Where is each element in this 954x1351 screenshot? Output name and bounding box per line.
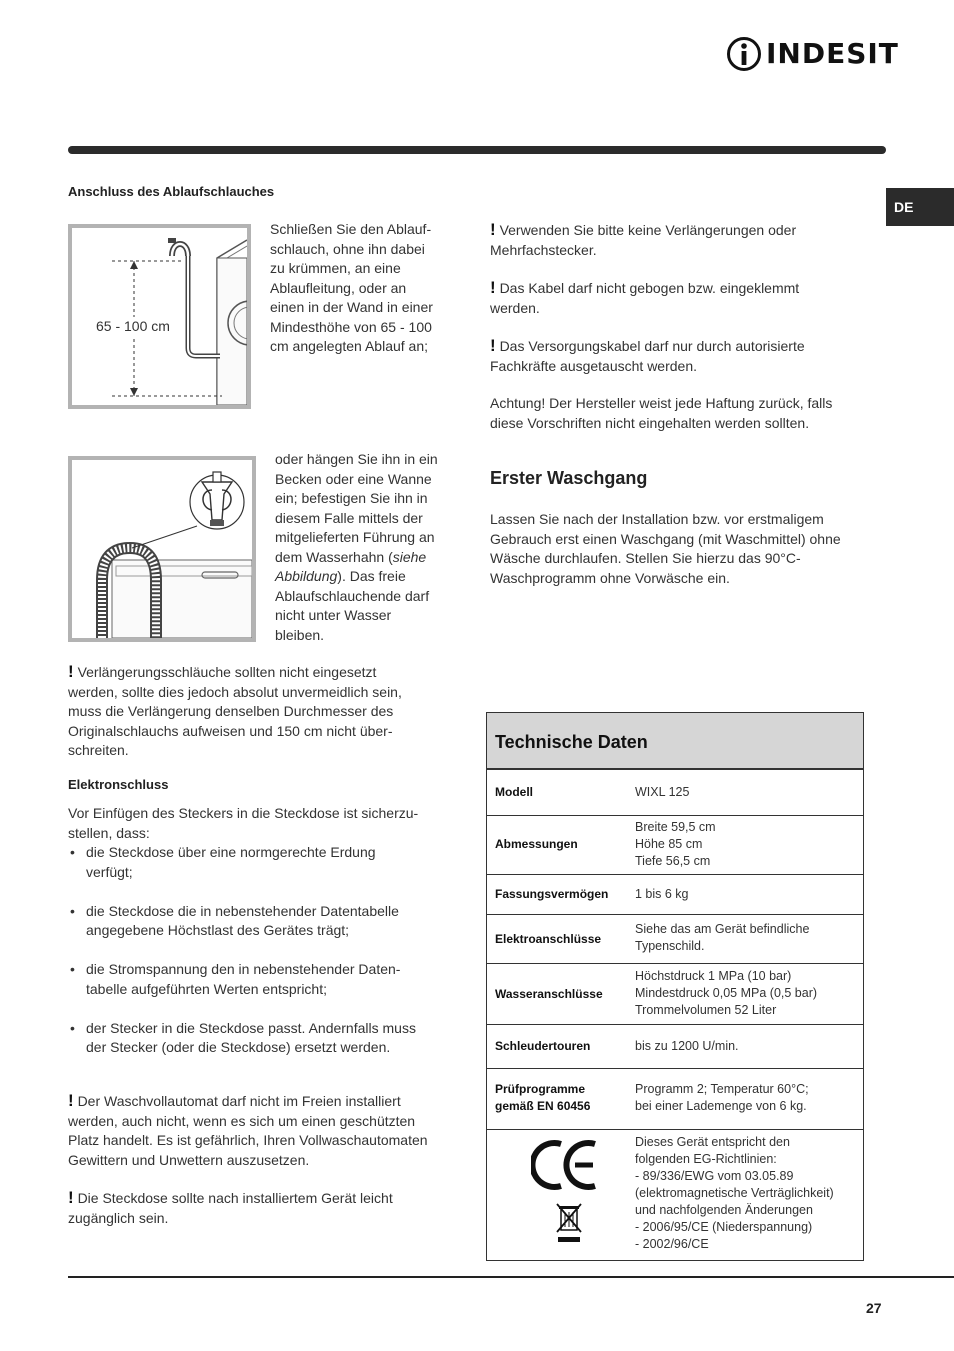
socket-warning: ! Die Steckdose sollte nach installiertem Gerät leicht zugänglich sein. [68,1188,393,1226]
drain-heading: Anschluss des Ablaufschlauches [68,184,275,199]
warning-icon: ! [68,662,74,681]
elec-heading: Elektronschluss [68,777,169,792]
language-tab: DE [886,188,954,226]
compliance-row [487,1130,863,1260]
ce-mark-icon [531,1138,601,1192]
table-row: Wasseranschlüsse Höchstdruck 1 MPa (10 bar) Mindestdruck 0,05 MPa (0,5 bar) Trommelvolumen 52 Liter [487,964,863,1025]
elec-section: Vor Einfügen des Steckers in die Steckdose ist sicherzu- stellen, dass: • die Steckdose über eine normgerechte Erdung verfügt; • die Steckdose die in nebenstehender Datentabelle angegebene Höchstlast des Gerätes trägt; • die Stromspannung den in nebenstehender Daten- tabelle aufgeführten Werten entspricht; • der Stecker in die Steckdose passt. Andernfalls muss der Stecker (oder die Steckdose) ersetzt werden. [68,804,448,1077]
compliance-text: Dieses Gerät entspricht den folgenden EG-Richtlinien: - 89/336/EWG vom 03.05.89 (elektromagnetische Verträglichkeit) und nachfolgenden Änderungen - 2006/95/CE (Niederspannung) - 2002/96/CE [635,1135,834,1251]
drain-text-2: oder hängen Sie ihn in ein Becken oder eine Wanne ein; befestigen Sie ihn in diesem Falle mittels der mitgelieferten Führung an dem Wasserhahn (siehe Abbildung). Das freie Ablaufschlauchende darf nicht unter Wasser bleiben. [275,451,438,643]
brand-name: INDESIT [766,37,899,70]
tech-data-table [486,712,864,1261]
drain-text-1: Schließen Sie den Ablauf- schlauch, ohne ihn dabei zu krümmen, an eine Ablaufleitung, oder an einen in der Wand in einer Mindesthöhe von 65 - 100 cm angelegten Ablauf an; [270,221,433,354]
table-row: Schleudertouren bis zu 1200 U/min. [487,1025,863,1069]
table-row: Modell WIXL 125 [487,770,863,816]
drain-height-label: 65 - 100 cm [94,317,172,337]
warning-icon: ! [490,336,496,355]
table-row: Elektroanschlüsse Siehe das am Gerät befindliche Typenschild. [487,915,863,964]
cable-warning-2: ! Das Kabel darf nicht gebogen bzw. eingeklemmt werden. [490,278,800,316]
hose-warning: ! Verlängerungsschläuche sollten nicht eingesetzt werden, sollte dies jedoch absolut unvermeidlich sein, muss die Verlängerung denselben Durchmesser des Originalschlauchs aufweisen und 150 cm nicht über- schreiten. [68,662,402,758]
brand-logo [726,36,899,72]
list-item: • die Steckdose die in nebenstehender Datentabelle angegebene Höchstlast des Gerätes trägt; [68,902,448,941]
page-number: 27 [866,1300,882,1316]
liability-notice: Achtung! Der Hersteller weist jede Haftung zurück, falls diese Vorschriften nicht eingehalten werden sollten. [490,395,833,431]
header-rule [68,146,886,154]
tech-data-header [487,713,863,770]
footer-rule [68,1276,954,1278]
first-wash-heading: Erster Waschgang [490,468,648,488]
table-row: Abmessungen Breite 59,5 cm Höhe 85 cm Tiefe 56,5 cm [487,816,863,875]
list-item: • die Steckdose über eine normgerechte Erdung verfügt; [68,843,448,882]
basin-drain-figure [68,456,256,642]
tech-data-title: Technische Daten [495,732,648,752]
indesit-i-icon [726,36,762,72]
warning-icon: ! [68,1091,74,1110]
drain-height-figure [68,224,251,409]
warning-icon: ! [490,220,496,239]
table-row: Fassungsvermögen 1 bis 6 kg [487,875,863,915]
list-item: • die Stromspannung den in nebenstehender Daten- tabelle aufgeführten Werten entspricht; [68,960,448,999]
warning-icon: ! [490,278,496,297]
warning-icon: ! [68,1188,74,1207]
cable-warning-3: ! Das Versorgungskabel darf nur durch autorisierte Fachkräfte ausgetauscht werden. [490,336,805,374]
list-item: • der Stecker in die Steckdose passt. Andernfalls muss der Stecker (oder die Steckdose) ersetzt werden. [68,1019,448,1058]
cable-warning-1: ! Verwenden Sie bitte keine Verlängerungen oder Mehrfachstecker. [490,220,797,258]
hose-guide-illustration [72,460,252,638]
weee-bin-icon [555,1202,583,1244]
first-wash-text: Lassen Sie nach der Installation bzw. vor erstmaligem Gebrauch erst einen Waschgang (mit Waschmittel) ohne Wäsche durchlaufen. Stellen Sie hierzu das 90°C- Waschprogramm ohne Vorwäsche ein. [490,511,841,586]
outdoor-warning: ! Der Waschvollautomat darf nicht im Freien installiert werden, auch nicht, wenn es sich um einen geschützten Platz handelt. Es ist gefährlich, Ihren Vollwaschautomaten Gewittern und Unwettern auszusetzen. [68,1091,428,1168]
table-row: Prüfprogramme gemäß EN 60456 Programm 2; Temperatur 60°C; bei einer Lademenge von 6 kg. [487,1069,863,1130]
elec-checklist [68,843,448,1058]
